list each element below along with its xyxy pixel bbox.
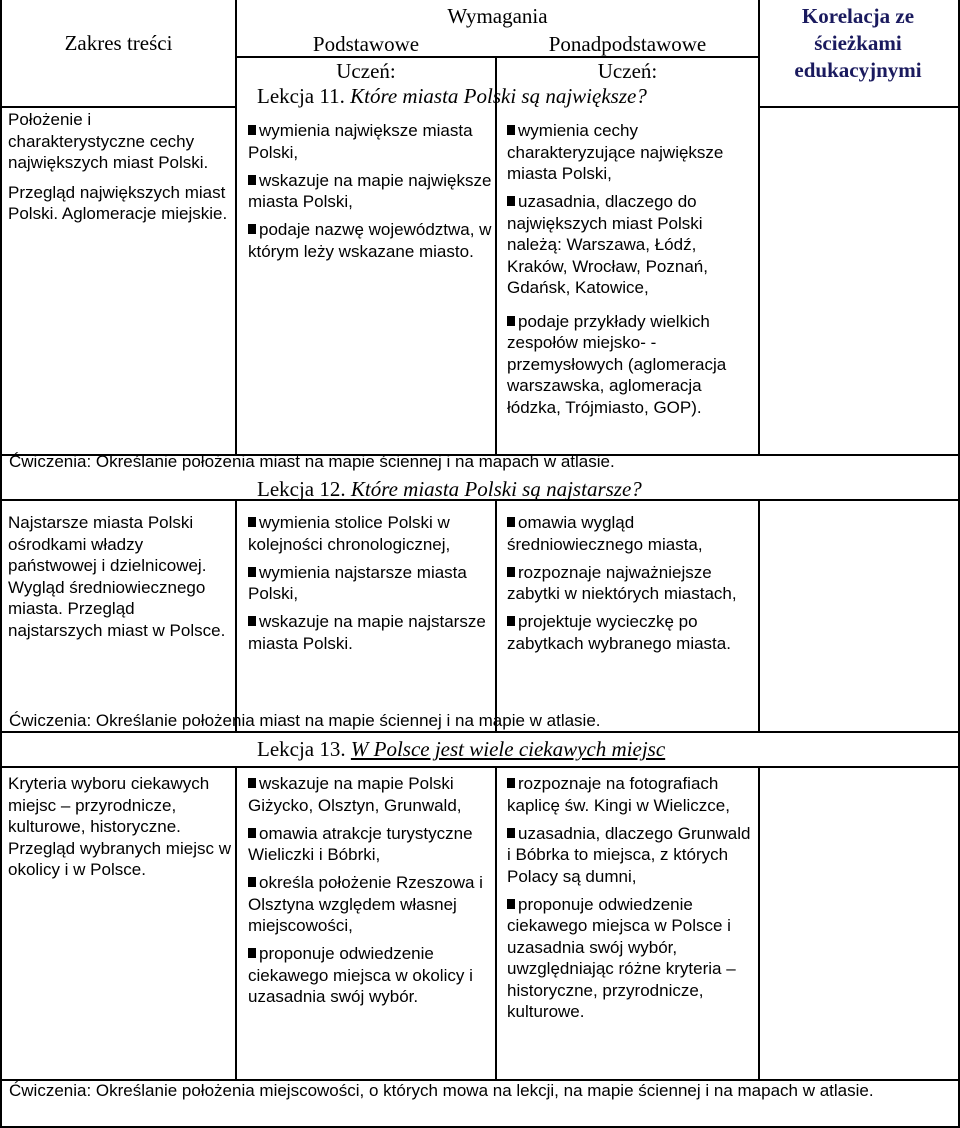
zakres-text: Położenie i charakterystyczne cechy największych miast Polski. bbox=[8, 110, 209, 172]
list-item-text: wymienia najstarsze miasta Polski, bbox=[248, 562, 467, 603]
bullet-icon bbox=[507, 196, 515, 206]
bullet-icon bbox=[507, 567, 515, 577]
list-item-text: wskazuje na mapie Polski Giżycko, Olsztyn, Grunwald, bbox=[248, 774, 462, 815]
list-item bbox=[507, 894, 755, 1023]
zakres-cell bbox=[8, 109, 232, 233]
bullet-icon bbox=[248, 125, 256, 135]
row-divider bbox=[0, 766, 960, 768]
list-item-text: projektuje wycieczkę po zabytkach wybranego miasta. bbox=[507, 612, 731, 653]
zakres-text: Najstarsze miasta Polski ośrodkami władzy państwowej i dzielnicowej. Wygląd średniowiecznego miasta. Przegląd najstarszych miast w Polsce. bbox=[8, 513, 226, 640]
header-uczen-label: Uczeń: bbox=[597, 59, 658, 83]
list-item bbox=[248, 120, 492, 163]
list-item-text: rozpoznaje na fotografiach kaplicę św. Kingi w Wieliczce, bbox=[507, 774, 730, 815]
cwiczenia-text: Ćwiczenia: Określanie położenia miejscowości, o których mowa na lekcji, na mapie ściennej i na mapach w atlasie. bbox=[9, 1081, 874, 1100]
table-border-left bbox=[0, 0, 2, 1128]
bullet-icon bbox=[248, 517, 256, 527]
bullet-icon bbox=[248, 567, 256, 577]
list-item bbox=[507, 823, 755, 888]
bullet-icon bbox=[248, 616, 256, 626]
list-item bbox=[248, 611, 492, 654]
ponadpodstawowe-list bbox=[507, 120, 755, 425]
list-item-text: określa położenie Rzeszowa i Olsztyna względem własnej miejscowości, bbox=[248, 873, 483, 935]
list-item bbox=[248, 823, 492, 866]
list-item-text: proponuje odwiedzenie ciekawego miejsca w Polsce i uzasadnia swój wybór, uwzględniając różne kryteria – historyczne, przyrodnicze, kulturowe. bbox=[507, 894, 736, 1021]
bullet-icon bbox=[507, 316, 515, 326]
list-item bbox=[248, 219, 492, 262]
list-item bbox=[507, 611, 755, 654]
list-item-text: wskazuje na mapie największe miasta Polski, bbox=[248, 170, 492, 211]
row-divider bbox=[758, 106, 960, 108]
bullet-icon bbox=[507, 899, 515, 909]
row-divider bbox=[0, 106, 235, 108]
lesson-number: Lekcja 11. bbox=[257, 84, 345, 108]
list-item-text: rozpoznaje najważniejsze zabytki w niektórych miastach, bbox=[507, 562, 737, 603]
lesson-number: Lekcja 12. bbox=[257, 477, 346, 501]
list-item-text: wymienia stolice Polski w kolejności chronologicznej, bbox=[248, 513, 451, 554]
column-divider bbox=[235, 500, 237, 732]
list-item bbox=[507, 512, 755, 555]
bullet-icon bbox=[507, 616, 515, 626]
bullet-icon bbox=[248, 828, 256, 838]
column-divider bbox=[758, 0, 760, 455]
column-divider bbox=[758, 767, 760, 1080]
header-podstawowe bbox=[237, 31, 495, 85]
list-item bbox=[248, 170, 492, 213]
list-item bbox=[507, 120, 755, 185]
header-ponadpodstawowe bbox=[497, 31, 758, 85]
podstawowe-list bbox=[248, 120, 492, 269]
header-uczen-label: Uczeń: bbox=[336, 59, 396, 83]
lesson-title bbox=[257, 736, 665, 762]
list-item-text: proponuje odwiedzenie ciekawego miejsca w okolicy i uzasadnia swój wybór. bbox=[248, 944, 473, 1006]
list-item bbox=[248, 512, 492, 555]
podstawowe-list bbox=[248, 773, 492, 1014]
lesson-title bbox=[257, 476, 642, 502]
column-divider bbox=[495, 500, 497, 732]
header-korelacja: Korelacja ze ścieżkami edukacyjnymi bbox=[794, 4, 922, 82]
list-item bbox=[248, 943, 492, 1008]
column-divider bbox=[495, 57, 497, 455]
header-ponadpodstawowe-label: Ponadpodstawowe bbox=[548, 32, 707, 56]
column-divider bbox=[758, 500, 760, 732]
bullet-icon bbox=[248, 175, 256, 185]
list-item bbox=[248, 773, 492, 816]
column-divider bbox=[235, 767, 237, 1080]
bullet-icon bbox=[507, 517, 515, 527]
list-item-text: wymienia największe miasta Polski, bbox=[248, 121, 473, 162]
lesson-name: W Polsce jest wiele ciekawych miejsc bbox=[350, 737, 666, 761]
list-item-text: omawia wygląd średniowiecznego miasta, bbox=[507, 513, 703, 554]
list-item-text: omawia atrakcje turystyczne Wieliczki i Bóbrki, bbox=[248, 823, 473, 864]
lesson-name: Które miasta Polski są największe? bbox=[350, 84, 647, 108]
lesson-name: Które miasta Polski są najstarsze? bbox=[350, 477, 642, 501]
podstawowe-list bbox=[248, 512, 492, 661]
bullet-icon bbox=[248, 224, 256, 234]
list-item-text: wymienia cechy charakteryzujące największe miasta Polski, bbox=[507, 121, 724, 183]
list-item bbox=[507, 773, 755, 816]
ponadpodstawowe-list bbox=[507, 512, 755, 661]
bullet-icon bbox=[507, 828, 515, 838]
bullet-icon bbox=[248, 877, 256, 887]
header-zakres-tresci: Zakres treści bbox=[64, 31, 173, 55]
bullet-icon bbox=[507, 778, 515, 788]
list-item bbox=[248, 872, 492, 937]
bullet-icon bbox=[248, 778, 256, 788]
list-item-text: uzasadnia, dlaczego do największych miast Polski należą: Warszawa, Łódź, Kraków, Wrocław, Poznań, Gdańsk, Katowice, bbox=[507, 192, 708, 297]
bullet-icon bbox=[248, 948, 256, 958]
lesson-number: Lekcja 13. bbox=[257, 737, 346, 761]
list-item bbox=[507, 311, 755, 419]
list-item-text: podaje nazwę województwa, w którym leży wskazane miasto. bbox=[248, 220, 492, 261]
list-item bbox=[248, 562, 492, 605]
ponadpodstawowe-list bbox=[507, 773, 755, 1029]
header-wymagania: Wymagania bbox=[447, 4, 548, 28]
cwiczenia-text: Ćwiczenia: Określanie położenia miast na mapie ściennej i na mapach w atlasie. bbox=[9, 452, 615, 471]
zakres-cell bbox=[8, 773, 232, 889]
list-item-text: wskazuje na mapie najstarsze miasta Polski. bbox=[248, 612, 486, 653]
bullet-icon bbox=[507, 125, 515, 135]
zakres-text: Kryteria wyboru ciekawych miejsc – przyrodnicze, kulturowe, historyczne. Przegląd wybranych miejsc w okolicy i w Polsce. bbox=[8, 774, 231, 879]
lesson-title bbox=[257, 83, 647, 109]
zakres-cell bbox=[8, 512, 232, 649]
header-podstawowe-label: Podstawowe bbox=[312, 32, 420, 56]
cwiczenia-text: Ćwiczenia: Określanie położenia miast na mapie ściennej i na mapie w atlasie. bbox=[9, 711, 601, 730]
list-item-text: podaje przykłady wielkich zespołów miejsko- -przemysłowych (aglomeracja warszawska, aglomeracja łódzka, Trójmiasto, GOP). bbox=[507, 311, 727, 417]
list-item bbox=[507, 562, 755, 605]
list-item-text: uzasadnia, dlaczego Grunwald i Bóbrka to miejsca, z których Polacy są dumni, bbox=[507, 823, 751, 886]
zakres-text: Przegląd największych miast Polski. Aglomeracje miejskie. bbox=[8, 182, 228, 223]
column-divider bbox=[495, 767, 497, 1080]
list-item bbox=[507, 191, 755, 299]
